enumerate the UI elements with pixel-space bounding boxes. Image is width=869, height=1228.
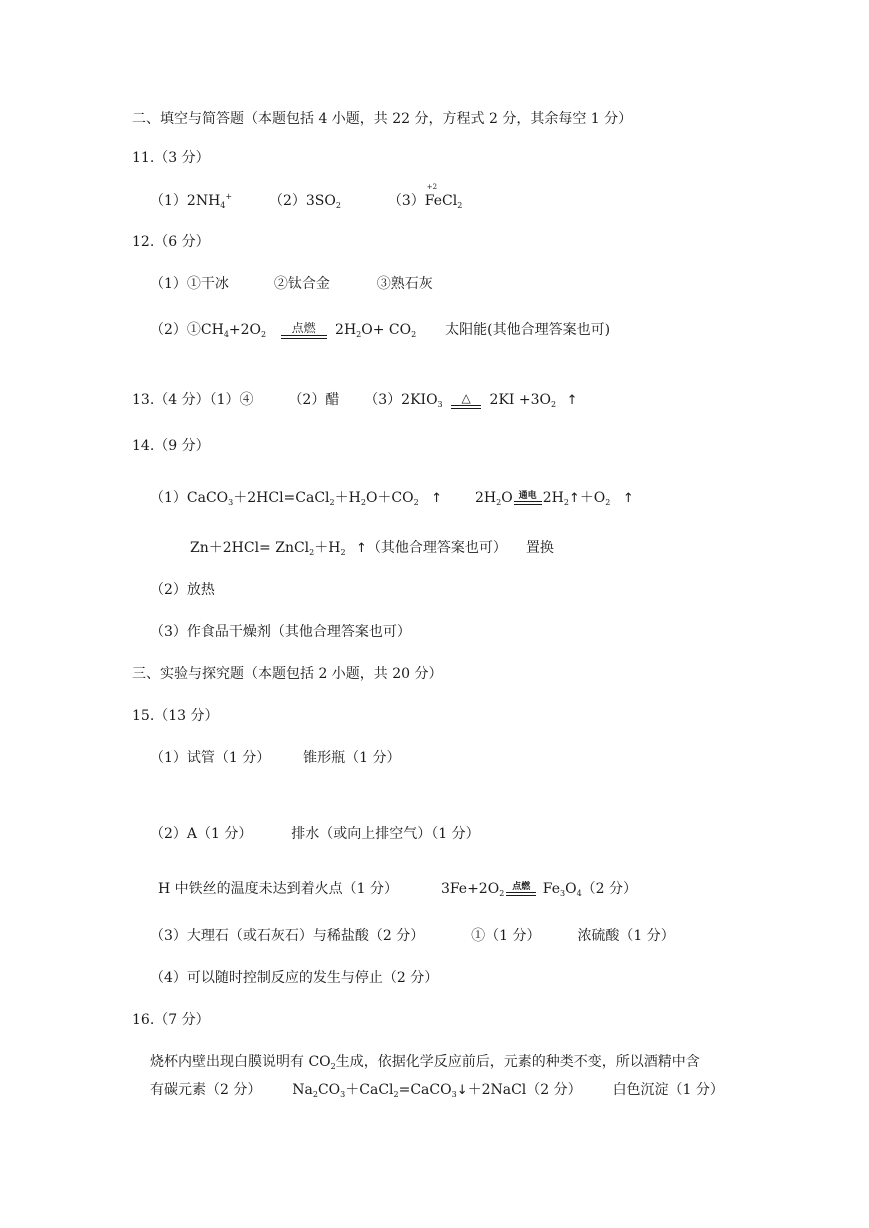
- q11-part2-text: （2）3SO: [268, 193, 336, 209]
- q11-part1-sub: 4: [220, 201, 226, 210]
- q16-line2-a: 有碳元素（2 分）: [150, 1082, 262, 1098]
- q13-sub1: 3: [437, 400, 443, 409]
- section-3-heading: [132, 665, 443, 683]
- q14-eq3-a: Zn＋2HCl= ZnCl: [190, 540, 310, 556]
- q14-eq2-e: 2H: [474, 490, 497, 506]
- heat-symbol: △: [461, 390, 471, 405]
- q14-eq1-s2: 2: [329, 498, 335, 507]
- q12-sub4: 2: [411, 330, 417, 339]
- gas-arrow-icon: ↑: [431, 491, 443, 506]
- q15-line3-a: H 中铁丝的温度未达到着火点（1 分）: [158, 881, 399, 897]
- q14-eq1-s1: 3: [228, 498, 234, 507]
- q16-heading-text: 16.（7 分）: [132, 1012, 210, 1028]
- q12-heading: [132, 233, 210, 251]
- gas-arrow-icon: ↑: [356, 541, 367, 556]
- q15-line3: [158, 877, 637, 901]
- q15-line5: [150, 969, 438, 987]
- q15-line1-a: （1）试管（1 分）: [150, 750, 271, 766]
- q15-line2-b: 排水（或向上排空气）（1 分）: [291, 826, 480, 842]
- q16-eq-d: ＋CaCl: [345, 1082, 394, 1098]
- reaction-condition-heat: [451, 392, 481, 409]
- q14-eq2-s7: 2: [605, 498, 611, 507]
- q14-reaction-type: 置换: [525, 540, 554, 556]
- q15-line1: [150, 749, 401, 767]
- q12-line1: [150, 275, 433, 293]
- q16-eq-s4: 3: [451, 1090, 457, 1099]
- q15-eq-a: 3Fe+2O: [440, 881, 500, 897]
- q15-line2-a: （2）A（1 分）: [150, 826, 253, 842]
- q12-eq-prefix: （2）①CH: [150, 322, 224, 338]
- q15-heading-text: 15.（13 分）: [132, 708, 219, 724]
- reaction-condition-ignite: [281, 322, 327, 339]
- double-line: [506, 892, 536, 896]
- q11-heading-text: 11.（3 分）: [132, 150, 210, 166]
- q14-eq2-g: 2H: [542, 490, 564, 506]
- q14-eq2-h: ＋O: [579, 490, 606, 506]
- q11-part3: [387, 183, 463, 210]
- q15-eq-score: （2 分）: [581, 881, 638, 897]
- q16-line1: [150, 1053, 700, 1071]
- q13-eq-after: 2KI +3O: [489, 392, 552, 408]
- double-line: [514, 501, 542, 505]
- q14-line2: [190, 539, 554, 558]
- q12-line1-b: ②钛合金: [273, 276, 330, 292]
- gas-arrow-icon: ↑: [566, 393, 578, 408]
- q16-line2: [150, 1081, 724, 1100]
- q16-eq-e: =CaCO: [398, 1082, 452, 1098]
- q16-eq-s3: 2: [393, 1090, 399, 1099]
- condition-text: 点燃: [512, 882, 531, 892]
- gas-arrow-icon: ↑: [622, 491, 634, 506]
- q14-eq3-s2: 2: [340, 548, 346, 557]
- q11-oxidation-formula: [424, 183, 458, 210]
- q13-heading-text: 13.（4 分）（1）④: [132, 392, 254, 408]
- q11-part3-formula: FeCl: [424, 193, 458, 209]
- q11-part3-text: （3）: [387, 193, 425, 209]
- q14-line1: [150, 486, 634, 511]
- q16-eq-s2: 3: [340, 1090, 346, 1099]
- q14-line4-text: （3）作食品干燥剂（其他合理答案也可）: [150, 624, 411, 640]
- q15-line4-a: （3）大理石（或石灰石）与稀盐酸（2 分）: [150, 928, 425, 944]
- precipitate-arrow-icon: ↓: [456, 1083, 468, 1098]
- section-2-heading-text: 二、填空与简答题（本题包括 4 小题，共 22 分，方程式 2 分，其余每空 1 分）: [132, 111, 633, 127]
- q15-line5-text: （4）可以随时控制反应的发生与停止（2 分）: [150, 970, 439, 986]
- q14-line3-text: （2）放热: [150, 582, 215, 598]
- q12-sub3: 2: [356, 330, 362, 339]
- q14-line4: [150, 623, 411, 641]
- q15-heading: [132, 707, 219, 725]
- q14-eq1-d: O＋CO: [365, 490, 414, 506]
- q16-heading: [132, 1011, 210, 1029]
- q14-eq1-b: ＋2HCl=CaCl: [233, 490, 330, 506]
- q13-sub2: 2: [551, 400, 557, 409]
- q15-eq-c: Fe: [542, 881, 560, 897]
- q15-eq-s3: 4: [576, 889, 582, 898]
- q15-eq-s1: 2: [499, 889, 505, 898]
- double-line: [451, 405, 481, 409]
- q15-line1-b: 锥形瓶（1 分）: [303, 750, 401, 766]
- q16-eq-s1: 2: [312, 1090, 318, 1099]
- q12-line2: [150, 315, 610, 345]
- condition-text: 点燃: [291, 320, 316, 335]
- q12-line1-a: （1）①干冰: [150, 276, 229, 292]
- q12-eq-after2: O+ CO: [361, 322, 412, 338]
- q12-eq-after: 2H: [335, 322, 357, 338]
- double-line: [281, 335, 327, 339]
- q14-eq1-c: ＋H: [334, 490, 361, 506]
- q11-part1-text: （1）2NH: [150, 193, 221, 209]
- reaction-condition-electrolysis: [514, 491, 542, 505]
- reaction-condition-ignite: [506, 882, 536, 896]
- q12-sub2: 2: [261, 330, 267, 339]
- q14-eq3-b: ＋H: [314, 540, 341, 556]
- q15-eq-s2: 3: [559, 889, 566, 898]
- q11-part1-sup: +: [225, 192, 233, 201]
- q14-eq1-a: （1）CaCO: [150, 490, 229, 506]
- q14-eq3-note: （其他合理答案也可）: [366, 540, 507, 556]
- q16-line2-g: 白色沉淀（1 分）: [612, 1082, 724, 1098]
- q15-line4-b: ①（1 分）: [471, 928, 541, 944]
- section-3-heading-text: 三、实验与探究题（本题包括 2 小题，共 20 分）: [132, 666, 443, 682]
- q12-line1-c: ③熟石灰: [376, 276, 433, 292]
- q12-heading-text: 12.（6 分）: [132, 234, 210, 250]
- q14-eq3-s1: 2: [309, 548, 315, 557]
- q14-eq2-f: O: [501, 490, 513, 506]
- q12-eq-mid: +2O: [228, 322, 262, 338]
- oxidation-number: +2: [426, 183, 438, 191]
- q16-eq-f: ＋2NaCl（2 分）: [467, 1082, 582, 1098]
- q14-line3: [150, 581, 215, 599]
- q14-eq2-s5: 2: [496, 498, 502, 507]
- q15-line2: [150, 825, 480, 843]
- q16-line1-a: 烧杯内壁出现白膜说明有 CO: [150, 1054, 331, 1070]
- q14-heading-text: 14.（9 分）: [132, 438, 210, 454]
- q11-part3-sub: 2: [457, 201, 463, 210]
- q11-answers: [150, 183, 463, 210]
- q16-eq-c: CO: [317, 1082, 341, 1098]
- q11-part1: [150, 193, 232, 209]
- q15-line4-c: 浓硫酸（1 分）: [577, 928, 675, 944]
- q16-line1-sub: 2: [330, 1062, 336, 1071]
- section-2-heading: [132, 110, 632, 128]
- q13-part2: （2）醋: [288, 392, 340, 408]
- q15-eq-d: O: [565, 881, 577, 897]
- q14-eq2-s6: 2: [563, 498, 569, 507]
- q14-heading: [132, 437, 210, 455]
- q13-line: [132, 388, 577, 413]
- gas-arrow-icon: ↑: [568, 491, 580, 506]
- q11-heading: [132, 149, 210, 167]
- q11-part2: [269, 193, 341, 209]
- condition-text: 通电: [518, 491, 537, 501]
- q12-tail: 太阳能(其他合理答案也可): [445, 322, 611, 338]
- q11-part2-sub: 2: [335, 201, 341, 210]
- q16-line1-b: 生成，依据化学反应前后，元素的种类不变，所以酒精中含: [335, 1054, 700, 1070]
- q16-eq-a: Na: [292, 1082, 313, 1098]
- q12-sub1: 4: [223, 330, 229, 339]
- q14-eq1-s4: 2: [413, 498, 419, 507]
- q15-line4: [150, 927, 675, 945]
- q14-eq1-s3: 2: [360, 498, 366, 507]
- q13-eq-prefix: （3）2KIO: [364, 392, 438, 408]
